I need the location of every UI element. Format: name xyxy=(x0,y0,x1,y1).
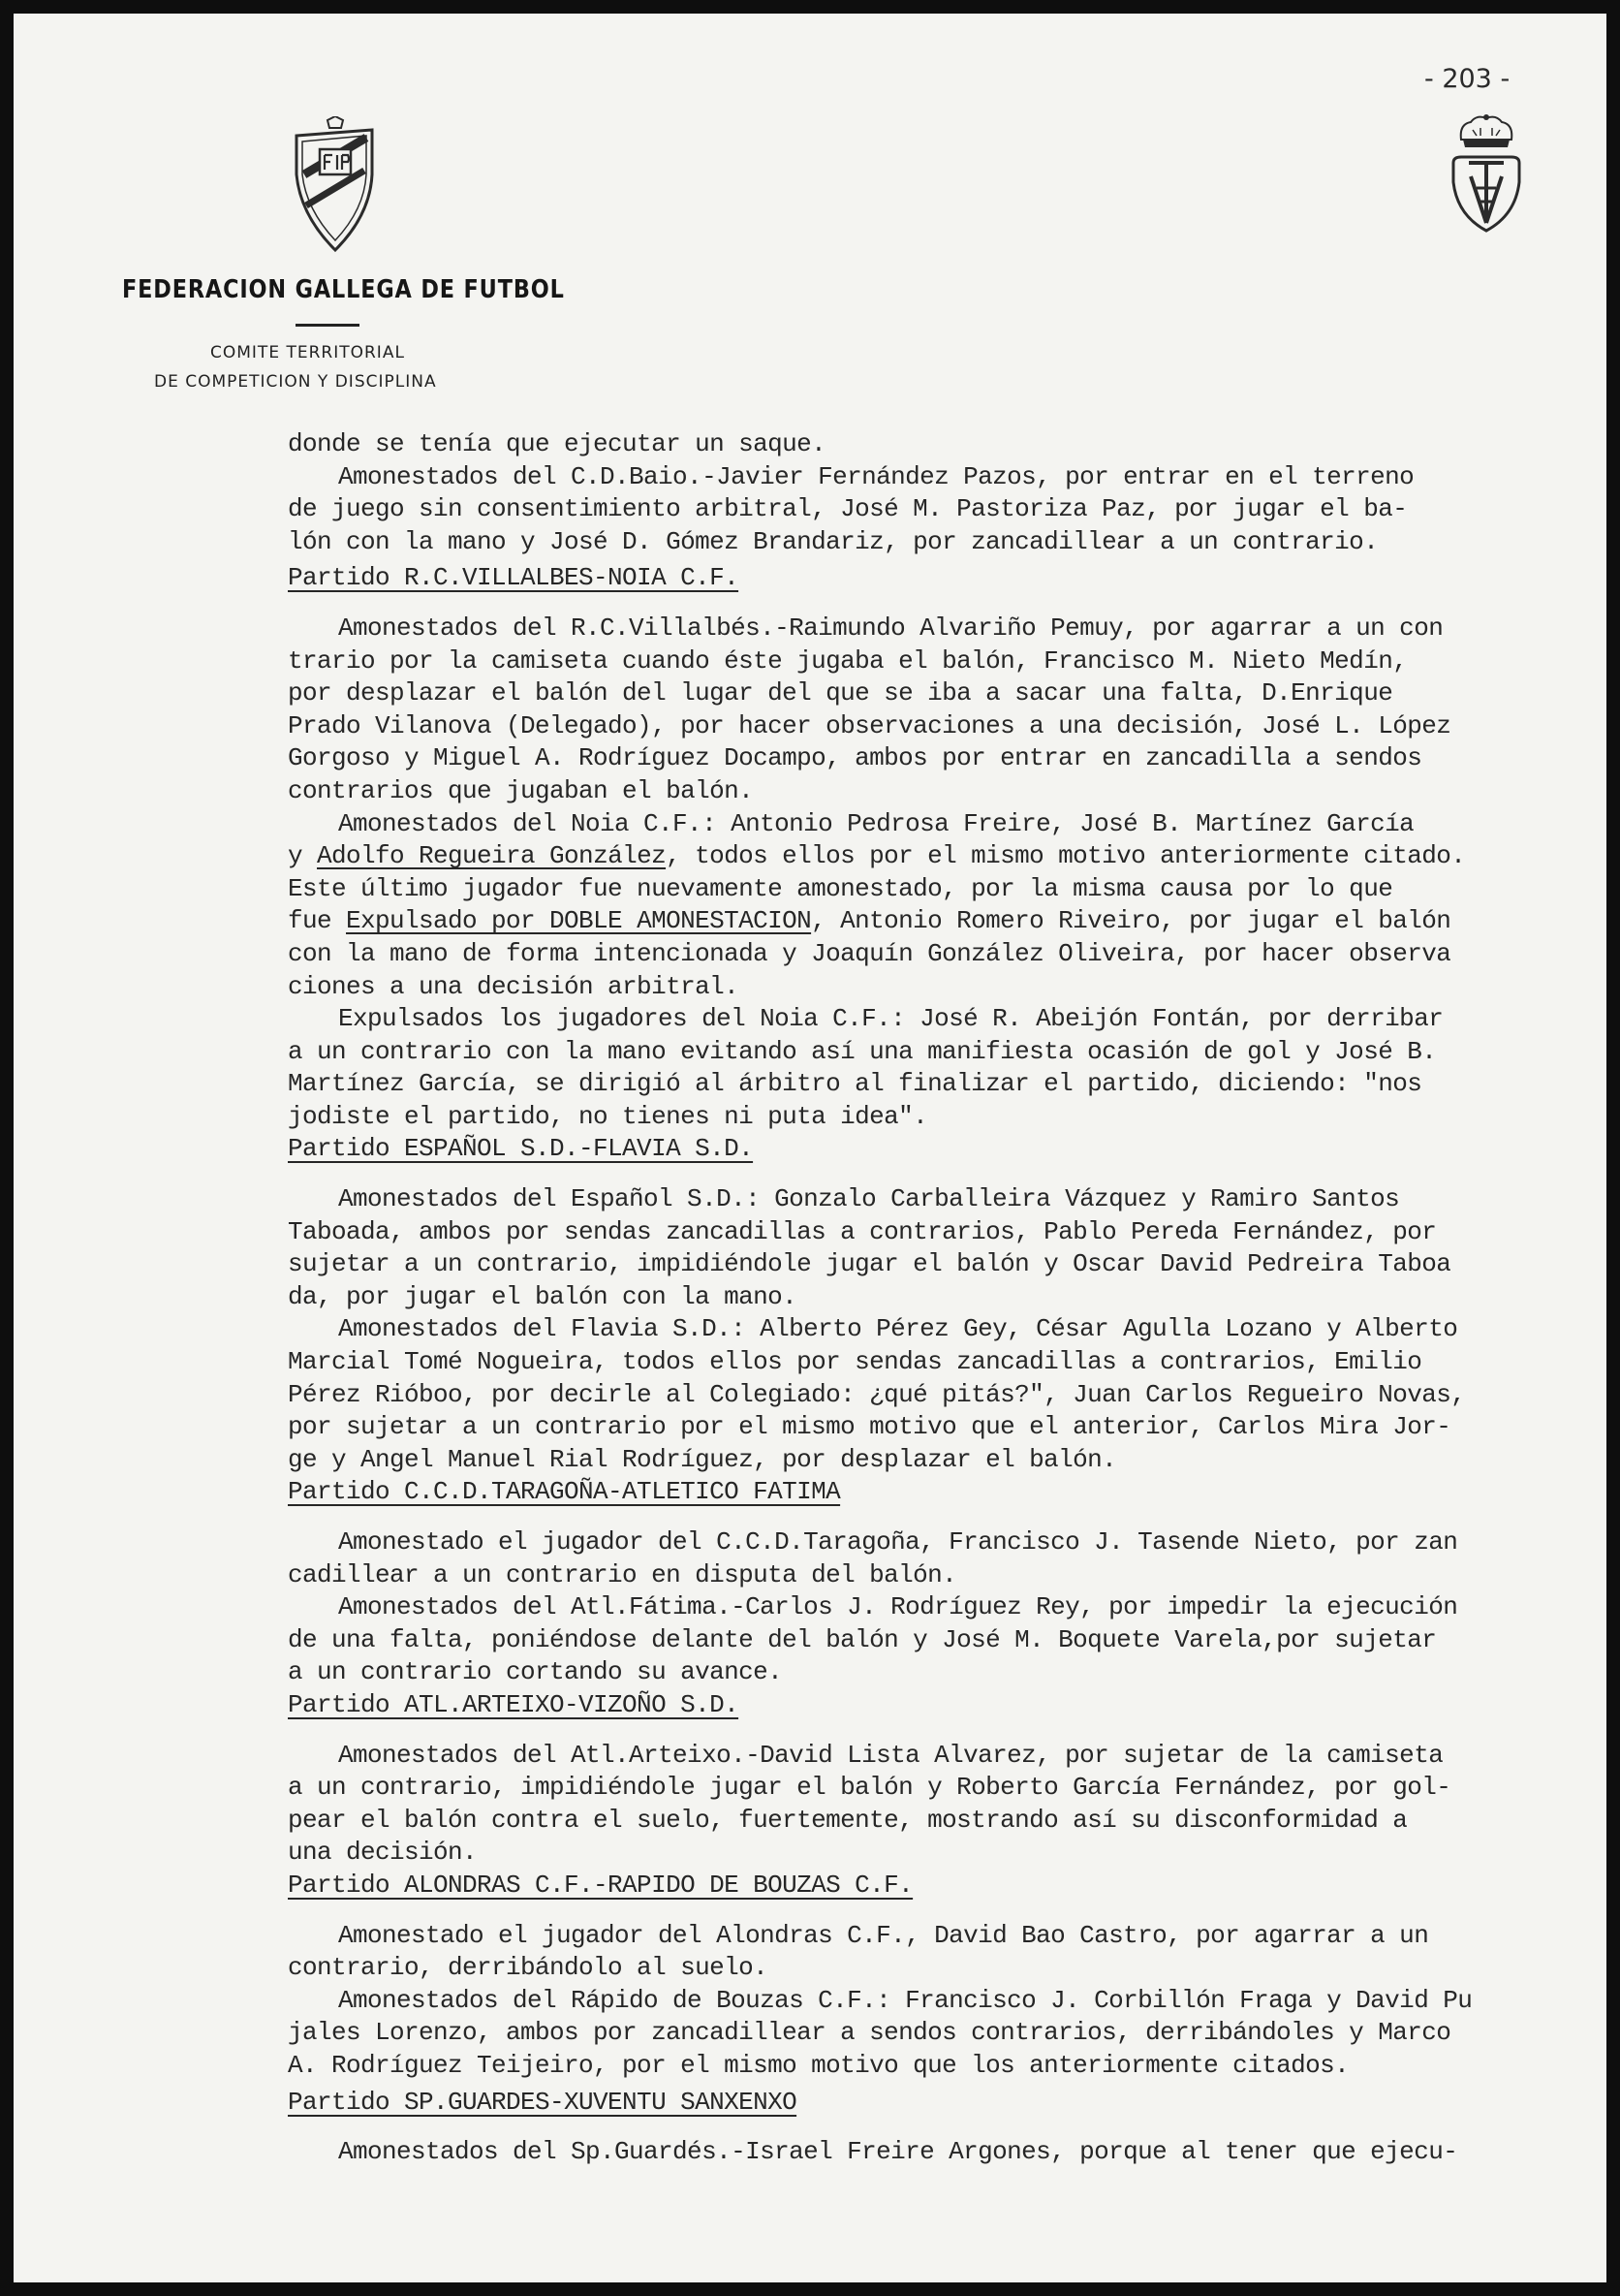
text-line: Amonestado el jugador del C.C.D.Taragoña, Francisco J. Tasende Nieto, por zan xyxy=(338,1527,1458,1557)
match-heading: Partido R.C.VILLALBES-NOIA C.F. xyxy=(288,563,739,593)
text-line: Amonestados del Rápido de Bouzas C.F.: Francisco J. Corbillón Fraga y David Pu xyxy=(338,1985,1473,2015)
text-line: a un contrario, impidiéndole jugar el balón y Roberto García Fernández, por gol- xyxy=(288,1773,1451,1803)
document-body xyxy=(288,428,1605,2169)
text-line: jodiste el partido, no tienes ni puta idea". xyxy=(288,1101,928,1131)
text-line: a un contrario cortando su avance. xyxy=(288,1657,783,1687)
text-line: da, por jugar el balón con la mano. xyxy=(288,1281,797,1311)
text-line: Amonestados del Español S.D.: Gonzalo Carballeira Vázquez y Ramiro Santos xyxy=(338,1184,1400,1214)
text-line: Este último jugador fue nuevamente amonestado, por la misma causa por lo que xyxy=(288,873,1393,903)
text-line: Amonestados del Sp.Guardés.-Israel Freire Argones, porque al tener que ejecu- xyxy=(338,2137,1458,2167)
underlined-expulsion: Expulsado por DOBLE AMONESTACION xyxy=(346,906,812,936)
text-line: ge y Angel Manuel Rial Rodríguez, por desplazar el balón. xyxy=(288,1444,1117,1474)
document-page xyxy=(14,14,1606,2282)
text-segment: y xyxy=(288,841,318,871)
match-heading: Partido ESPAÑOL S.D.-FLAVIA S.D. xyxy=(288,1134,754,1164)
committee-title-line-1: COMITE TERRITORIAL xyxy=(210,343,405,362)
text-line: con la mano de forma intencionada y Joaquín González Oliveira, por hacer observa xyxy=(288,938,1451,968)
text-segment: , Antonio Romero Riveiro, por jugar el balón xyxy=(811,906,1451,936)
text-line: Expulsados los jugadores del Noia C.F.: José R. Abeijón Fontán, por derribar xyxy=(338,1004,1444,1034)
match-heading: Partido SP.GUARDES-XUVENTU SANXENXO xyxy=(288,2087,797,2117)
crown-emblem-icon xyxy=(1448,114,1525,235)
text-line: Marcial Tomé Nogueira, todos ellos por sendas zancadillas a contrarios, Emilio xyxy=(288,1347,1422,1377)
text-line: de una falta, poniéndose delante del balón y José M. Boquete Varela,por sujetar xyxy=(288,1624,1437,1654)
page-number: - 203 - xyxy=(1424,64,1511,94)
text-line: Martínez García, se dirigió al árbitro al finalizar el partido, diciendo: "nos xyxy=(288,1069,1422,1099)
text-line: jales Lorenzo, ambos por zancadillear a sendos contrarios, derribándoles y Marco xyxy=(288,2018,1451,2048)
text-line: pear el balón contra el suelo, fuertemente, mostrando así su disconformidad a xyxy=(288,1805,1408,1835)
match-heading: Partido ATL.ARTEIXO-VIZOÑO S.D. xyxy=(288,1689,739,1719)
text-line: de juego sin consentimiento arbitral, José M. Pastoriza Paz, por jugar el ba- xyxy=(288,494,1408,524)
text-line: trario por la camiseta cuando éste jugaba el balón, Francisco M. Nieto Medín, xyxy=(288,645,1408,676)
text-line: A. Rodríguez Teijeiro, por el mismo motivo que los anteriormente citados. xyxy=(288,2050,1350,2080)
text-line: contrario, derribándolo al suelo. xyxy=(288,1953,768,1983)
text-line: Amonestados del R.C.Villalbés.-Raimundo Alvariño Pemuy, por agarrar a un con xyxy=(338,613,1444,643)
text-line: Pérez Rióboo, por decirle al Colegiado: ¿qué pitás?", Juan Carlos Regueiro Novas, xyxy=(288,1379,1466,1409)
text-line: Prado Vilanova (Delegado), por hacer observaciones a una decisión, José L. López xyxy=(288,710,1451,740)
text-line: Amonestados del Flavia S.D.: Alberto Pérez Gey, César Agulla Lozano y Alberto xyxy=(338,1314,1458,1344)
text-line: Amonestados del Noia C.F.: Antonio Pedrosa Freire, José B. Martínez García xyxy=(338,808,1415,838)
text-line xyxy=(288,840,1605,873)
text-segment: fue xyxy=(288,906,347,936)
text-line: sujetar a un contrario, impidiéndole jugar el balón y Oscar David Pedreira Taboa xyxy=(288,1249,1451,1279)
text-line: Taboada, ambos por sendas zancadillas a contrarios, Pablo Pereda Fernández, por xyxy=(288,1216,1437,1246)
text-line: a un contrario con la mano evitando así una manifiesta ocasión de gol y José B. xyxy=(288,1036,1437,1066)
shield-crest-icon xyxy=(293,116,376,254)
text-line: por sujetar a un contrario por el mismo motivo que el anterior, Carlos Mira Jor- xyxy=(288,1412,1451,1442)
text-segment: , todos ellos por el mismo motivo anteriormente citado. xyxy=(666,841,1466,871)
text-line: contrarios que jugaban el balón. xyxy=(288,775,754,805)
text-line: por desplazar el balón del lugar del que se iba a sacar una falta, D.Enrique xyxy=(288,678,1393,708)
match-heading: Partido C.C.D.TARAGOÑA-ATLETICO FATIMA xyxy=(288,1477,841,1507)
underlined-name: Adolfo Regueira González xyxy=(317,841,667,871)
match-heading: Partido ALONDRAS C.F.-RAPIDO DE BOUZAS C.F. xyxy=(288,1870,914,1900)
text-line: una decisión. xyxy=(288,1838,478,1868)
divider xyxy=(296,324,359,327)
committee-title-line-2: DE COMPETICION Y DISCIPLINA xyxy=(154,372,437,392)
text-line: Amonestado el jugador del Alondras C.F., David Bao Castro, por agarrar a un xyxy=(338,1920,1429,1950)
text-line: Amonestados del Atl.Fátima.-Carlos J. Rodríguez Rey, por impedir la ejecución xyxy=(338,1592,1458,1622)
text-line: Amonestados del C.D.Baio.-Javier Fernández Pazos, por entrar en el terreno xyxy=(338,461,1415,491)
text-line: ciones a una decisión arbitral. xyxy=(288,971,739,1001)
text-line: donde se tenía que ejecutar un saque. xyxy=(288,429,826,458)
federation-name: FEDERACION GALLEGA DE FUTBOL xyxy=(122,275,565,304)
text-line: cadillear a un contrario en disputa del balón. xyxy=(288,1559,957,1589)
text-line xyxy=(288,905,1605,938)
text-line: Gorgoso y Miguel A. Rodríguez Docampo, ambos por entrar en zancadilla a sendos xyxy=(288,743,1422,773)
text-line: Amonestados del Atl.Arteixo.-David Lista Alvarez, por sujetar de la camiseta xyxy=(338,1740,1444,1770)
text-line: lón con la mano y José D. Gómez Brandariz, por zancadillear a un contrario. xyxy=(288,526,1379,556)
